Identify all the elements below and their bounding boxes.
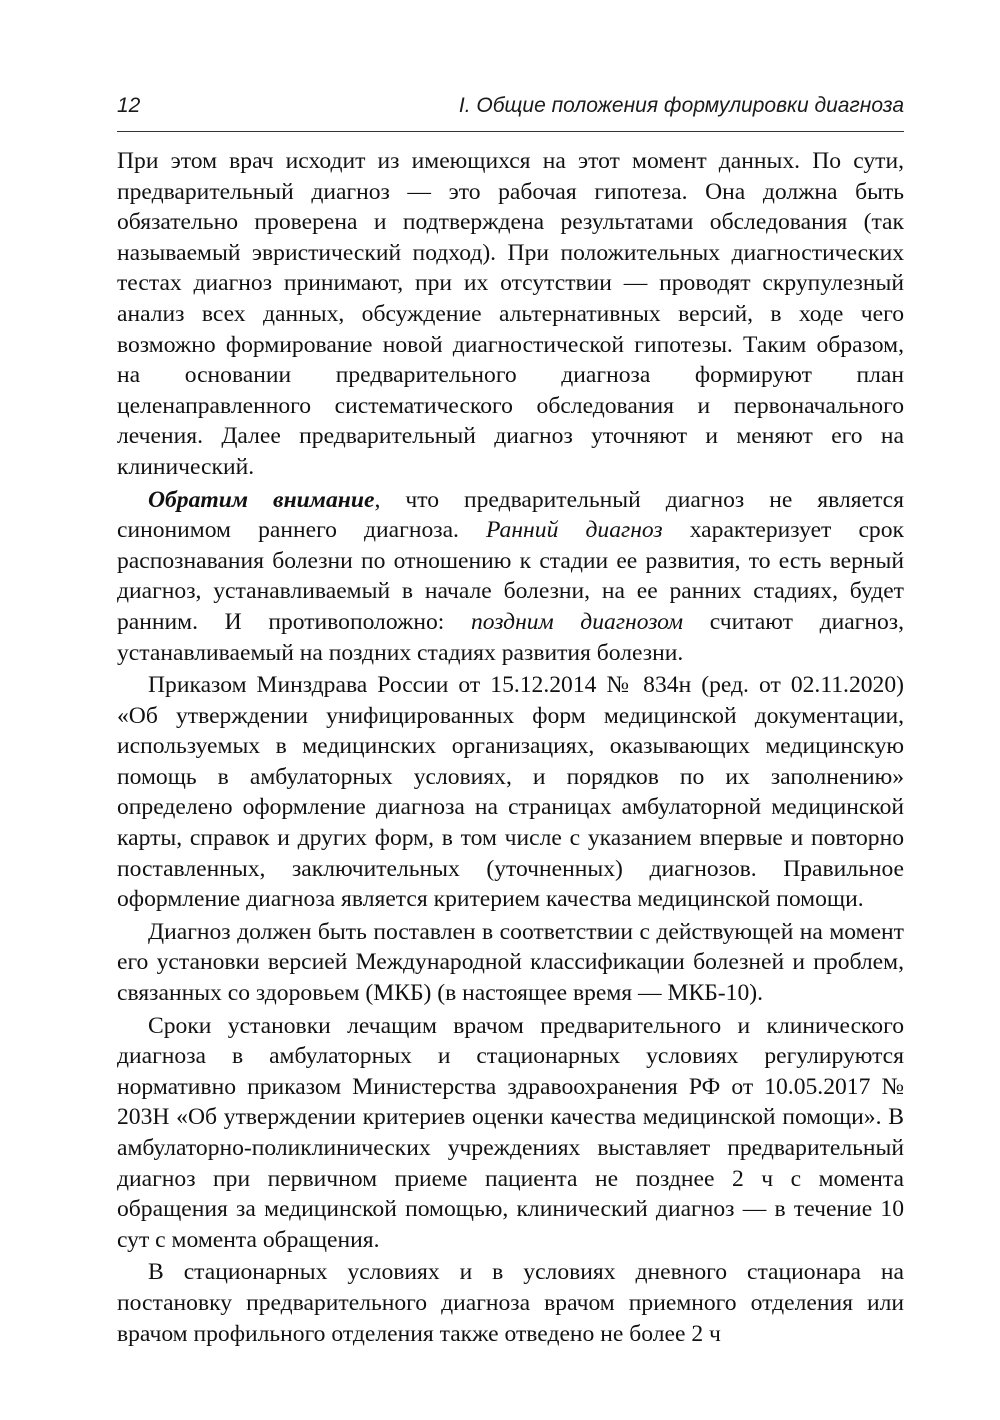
header-rule [117, 131, 904, 132]
paragraph-5: Сроки установки лечащим врачом предварительного и клинического диагноза в амбулаторных и стационарных условиях регулируются нормативно приказом Министерства здравоохранения РФ от 10.05.2017 № 203Н «Об утверждении критериев оценки качества медицинской помощи». В амбулаторно-поликлинических учреждениях выставляет предварительный диагноз при первичном приеме пациента не позднее 2 ч с момента обращения за медицинской помощью, клинический диагноз — в течение 10 сут с момента обращения. [117, 1012, 904, 1253]
paragraph-2-text-2: характеризует срок распознавания болезни по отношению к стадии ее развития, то есть верный диагноз, устанавливаемый в начале болезни, на ее ранних стадиях, будет ранним. И противоположно: [117, 517, 904, 635]
term-early-diagnosis: Ранний диагноз [486, 517, 663, 544]
body-text [117, 146, 904, 1349]
paragraph-2-text-1: , что предварительный диагноз не является синонимом раннего диагноза. [117, 486, 904, 544]
term-late-diagnosis: поздним диагнозом [470, 608, 684, 635]
paragraph-3: Приказом Минздрава России от 15.12.2014 № 834н (ред. от 02.11.2020) «Об утверждении унифицированных форм медицинской документации, используемых в медицинских организациях, оказывающих медицинскую помощь в амбулаторных условиях, и порядков по их заполнению» определено оформление диагноза на страницах амбулаторной медицинской карты, справок и других форм, в том числе с указанием впервые и повторно поставленных, заключительных (уточненных) диагнозов. Правильное оформление диагноза является критерием качества медицинской помощи. [117, 672, 904, 913]
paragraph-4: Диагноз должен быть поставлен в соответствии с действующей на момент его установки версией Международной классификации болезней и проблем, связанных со здоровьем (МКБ) (в настоящее время — МКБ-10). [117, 918, 904, 1007]
running-title: I. Общие положения формулировки диагноза [458, 94, 904, 117]
page-header [117, 92, 904, 128]
page-number: 12 [117, 94, 141, 117]
paragraph-6: В стационарных условиях и в условиях дневного стационара на постановку предварительного диагноза врачом приемного отделения или врачом профильного отделения также отведено не более 2 ч [117, 1259, 904, 1347]
paragraph-2-text-3: считают диагноз, устанавливаемый на поздних стадиях развития болезни. [117, 608, 904, 666]
emphasis-note: Обратим внимание [148, 486, 375, 513]
paragraph-2 [117, 485, 904, 669]
paragraph-1: При этом врач исходит из имеющихся на этот момент данных. По сути, предварительный диагноз — это рабочая гипотеза. Она должна быть обязательно проверена и подтверждена результатами обследования (так называемый эвристический подход). При положительных диагностических тестах диагноз принимают, при их отсутствии — проводят скрупулезный анализ всех данных, обсуждение альтернативных версий, в ходе чего возможно формирование новой диагностической гипотезы. Таким образом, на основании предварительного диагноза формируют план целенаправленного систематического обследования и первоначального лечения. Далее предварительный диагноз уточняют и меняют его на клинический. [117, 148, 904, 480]
